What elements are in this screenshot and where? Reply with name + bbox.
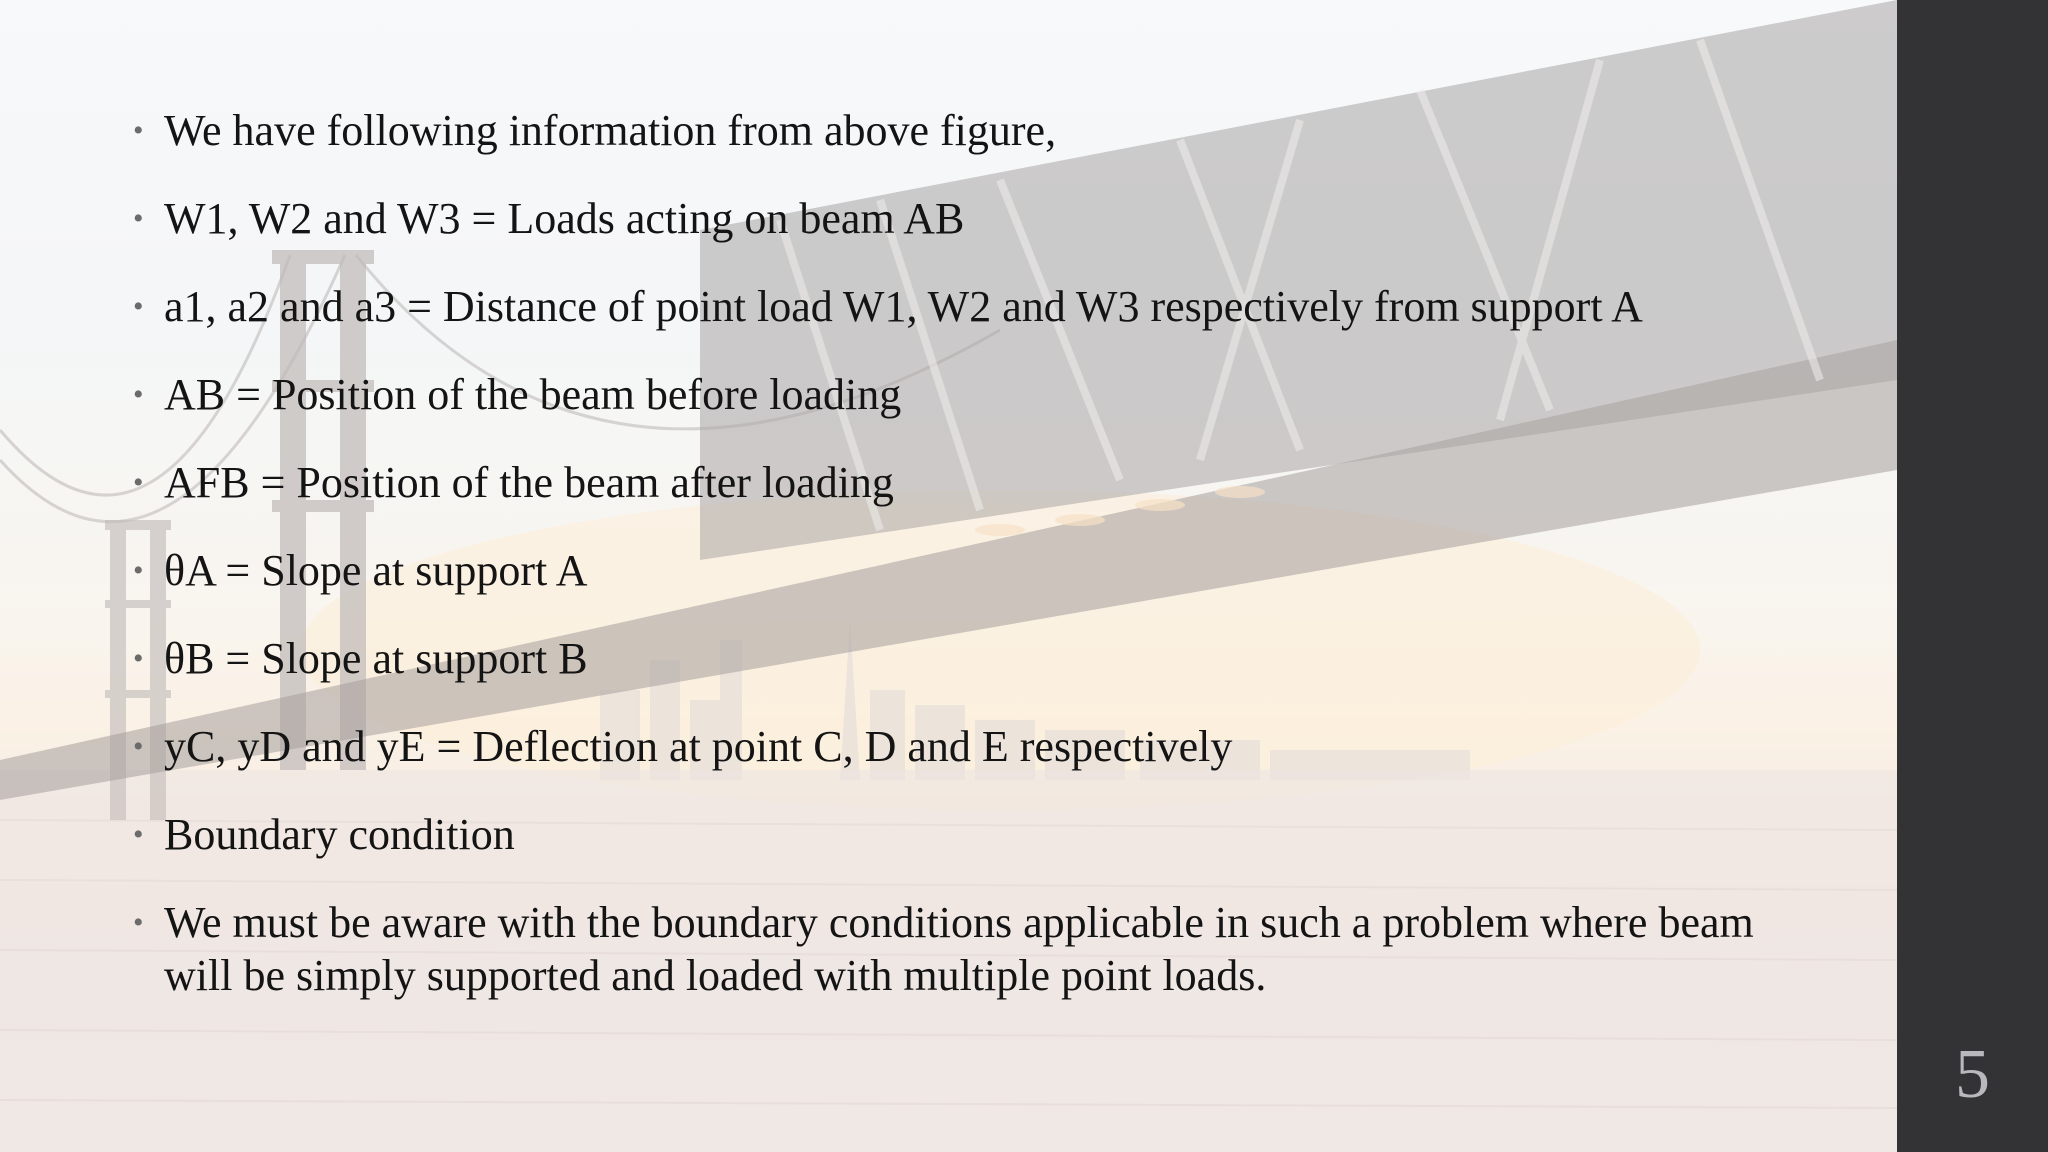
bullet-text: AB = Position of the beam before loading: [164, 370, 902, 419]
bullet-icon: •: [133, 642, 144, 675]
bullet-text: yC, yD and yE = Deflection at point C, D and E respectively: [164, 722, 1233, 771]
bullet-icon: •: [133, 466, 144, 499]
bullet-item: [133, 808, 1783, 861]
bullet-icon: •: [133, 554, 144, 587]
bullet-icon: •: [133, 730, 144, 763]
bullet-item: [133, 280, 1783, 333]
bullet-text: Boundary condition: [164, 810, 515, 859]
bullet-text: θB = Slope at support B: [164, 634, 588, 683]
bullet-item: [133, 368, 1783, 421]
bullet-item: [133, 720, 1783, 773]
bullet-text: W1, W2 and W3 = Loads acting on beam AB: [164, 194, 965, 243]
side-bar: [1897, 0, 2048, 1152]
bullet-icon: •: [133, 290, 144, 323]
bullet-item: [133, 104, 1783, 157]
bullet-icon: •: [133, 378, 144, 411]
bullet-item: [133, 896, 1783, 1002]
bullet-item: [133, 544, 1783, 597]
bullet-list: [133, 104, 1783, 1037]
bullet-item: [133, 192, 1783, 245]
bullet-item: [133, 456, 1783, 509]
bullet-icon: •: [133, 818, 144, 851]
bullet-text: θA = Slope at support A: [164, 546, 588, 595]
page-number: 5: [1955, 1036, 1990, 1113]
bullet-text: We must be aware with the boundary conditions applicable in such a problem where beam will be simply supported and loaded with multiple point loads.: [164, 898, 1754, 1000]
bullet-icon: •: [133, 906, 144, 939]
bullet-icon: •: [133, 202, 144, 235]
bullet-item: [133, 632, 1783, 685]
bullet-text: AFB = Position of the beam after loading: [164, 458, 894, 507]
bullet-text: We have following information from above figure,: [164, 106, 1057, 155]
bullet-text: a1, a2 and a3 = Distance of point load W1, W2 and W3 respectively from support A: [164, 282, 1643, 331]
bullet-icon: •: [133, 114, 144, 147]
